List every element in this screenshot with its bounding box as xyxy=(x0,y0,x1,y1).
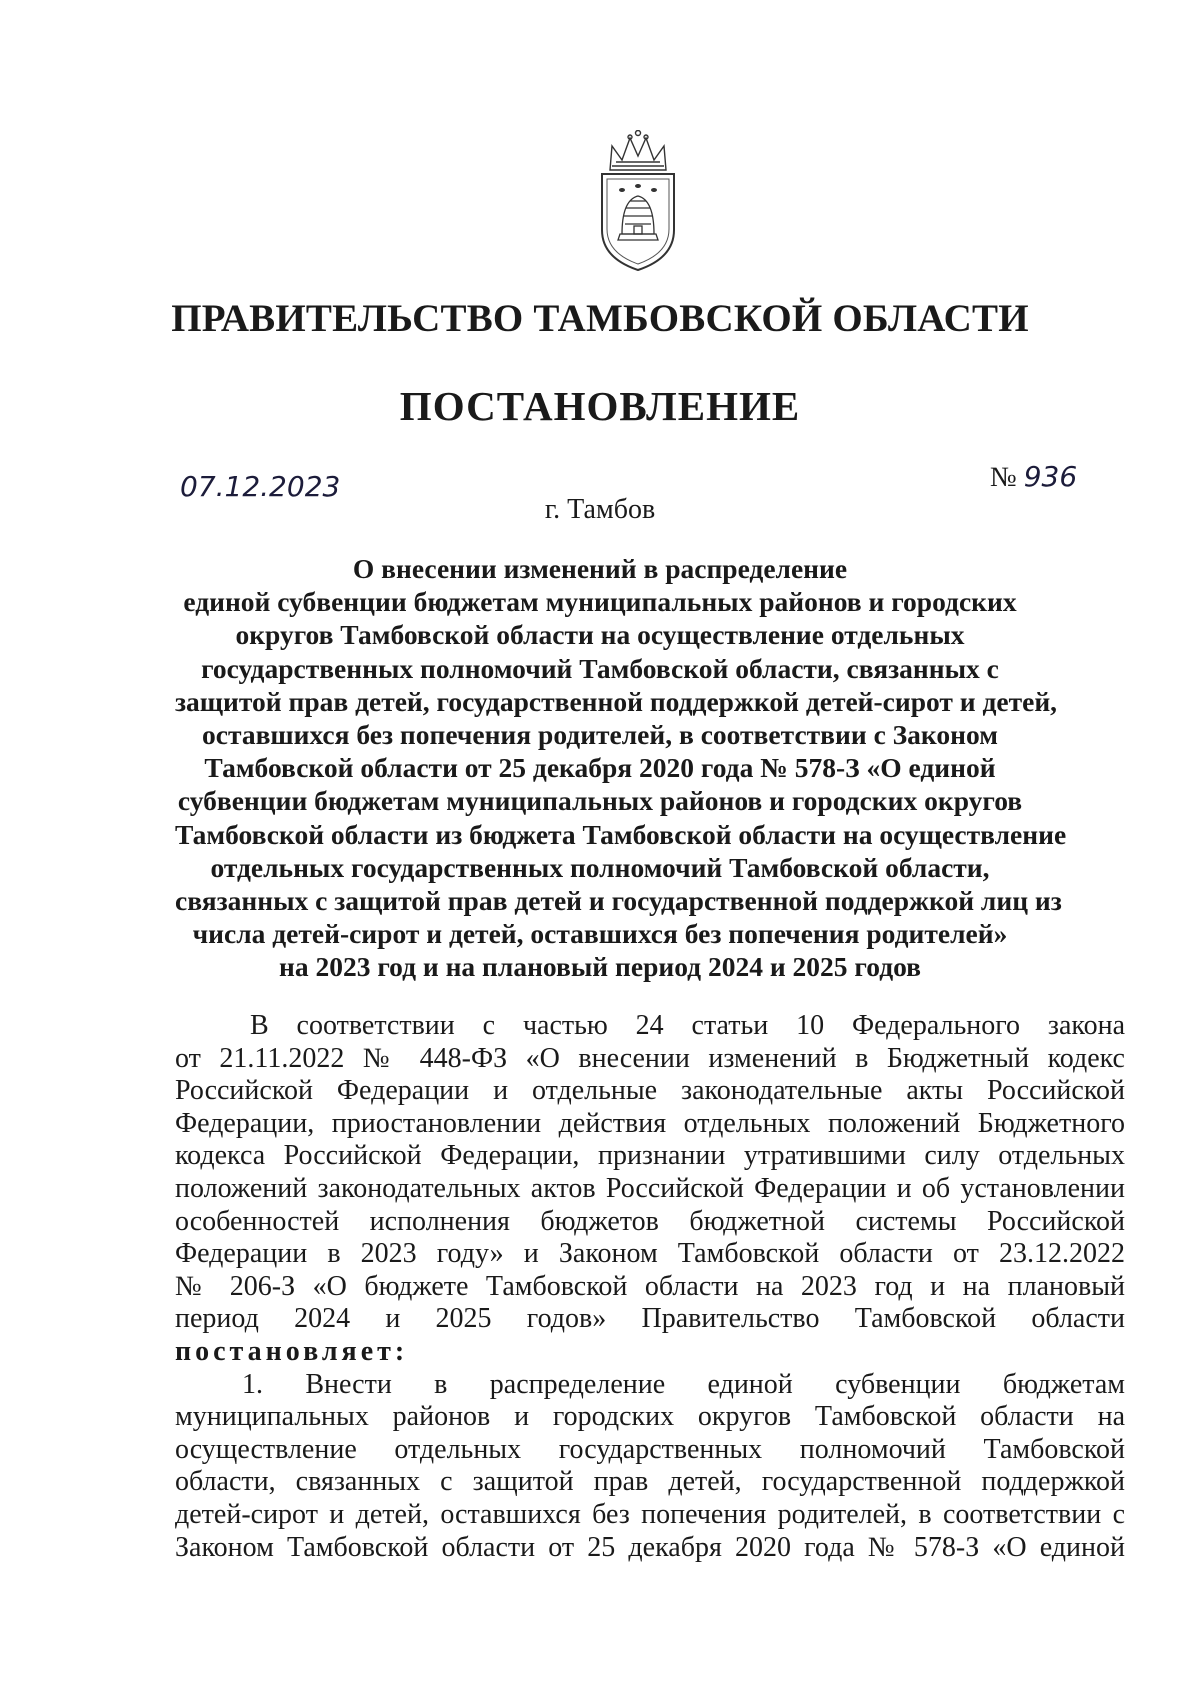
city: г. Тамбов xyxy=(544,494,656,525)
body-line: муниципальных районов и городских округов Тамбовской области на xyxy=(175,1401,1125,1433)
title-line: отдельных государственных полномочий Тамбовской области, xyxy=(210,851,990,883)
title-line: государственных полномочий Тамбовской области, связанных с xyxy=(201,652,999,684)
title-line: на 2023 год и на плановый период 2024 и 2025 годов xyxy=(278,951,922,983)
body-line: Федерации в 2023 году» и Законом Тамбовской области от 23.12.2022 xyxy=(175,1238,1125,1270)
title-line: оставшихся без попечения родителей, в соответствии с Законом xyxy=(202,719,998,751)
body-line: от 21.11.2022 № 448-ФЗ «О внесении изменений в Бюджетный кодекс xyxy=(175,1042,1125,1074)
body-line: Российской Федерации и отдельные законодательные акты Российской xyxy=(175,1075,1125,1107)
document-title xyxy=(175,552,1067,984)
title-line: единой субвенции бюджетам муниципальных районов и городских xyxy=(183,586,1017,618)
body-line: Законом Тамбовской области от 25 декабря 2020 года № 578-З «О единой xyxy=(175,1531,1125,1563)
title-line: связанных с защитой прав детей и государственной поддержкой лиц из xyxy=(175,885,1062,917)
title-line: округов Тамбовской области на осуществление отдельных xyxy=(235,619,965,651)
body-line: детей-сирот и детей, оставшихся без попечения родителей, в соответствии с xyxy=(175,1498,1125,1530)
number-value: 936 xyxy=(1023,460,1078,493)
document-date: 07.12.2023 xyxy=(180,470,341,503)
decree-word: постановляет: xyxy=(175,1335,409,1367)
document-body xyxy=(175,1010,1125,1564)
tambov-coat-of-arms-icon xyxy=(590,130,686,275)
title-line: О внесении изменений в распределение xyxy=(352,553,848,584)
document-number xyxy=(990,460,1077,494)
title-line: числа детей-сирот и детей, оставшихся без попечения родителей» xyxy=(192,918,1008,950)
body-line: положений законодательных актов Российской Федерации и об установлении xyxy=(175,1172,1125,1204)
title-line: Тамбовской области от 25 декабря 2020 года № 578-З «О единой xyxy=(204,752,996,784)
body-line: особенностей исполнения бюджетов бюджетной системы Российской xyxy=(175,1205,1125,1237)
title-line: Тамбовской области из бюджета Тамбовской области на осуществление xyxy=(175,818,1067,850)
body-line: № 206-З «О бюджете Тамбовской области на 2023 год и на плановый xyxy=(175,1270,1125,1302)
document-type: ПОСТАНОВЛЕНИЕ xyxy=(399,383,801,429)
body-line: области, связанных с защитой прав детей, государственной поддержкой xyxy=(175,1466,1125,1498)
body-line: период 2024 и 2025 годов» Правительство Тамбовской области xyxy=(175,1303,1125,1335)
body-line: Федерации, приостановлении действия отдельных положений Бюджетного xyxy=(175,1107,1125,1139)
body-line: В соответствии с частью 24 статьи 10 Федерального закона xyxy=(250,1010,1125,1041)
title-line: защитой прав детей, государственной поддержкой детей-сирот и детей, xyxy=(175,685,1058,717)
body-line: осуществление отдельных государственных полномочий Тамбовской xyxy=(175,1433,1125,1465)
body-line: кодекса Российской Федерации, признании утратившими силу отдельных xyxy=(175,1140,1125,1172)
number-prefix: № xyxy=(990,462,1017,493)
body-line: 1. Внести в распределение единой субвенции бюджетам xyxy=(242,1368,1125,1400)
title-line: субвенции бюджетам муниципальных районов и городских округов xyxy=(177,785,1023,817)
organization-name: ПРАВИТЕЛЬСТВО ТАМБОВСКОЙ ОБЛАСТИ xyxy=(171,297,1029,340)
